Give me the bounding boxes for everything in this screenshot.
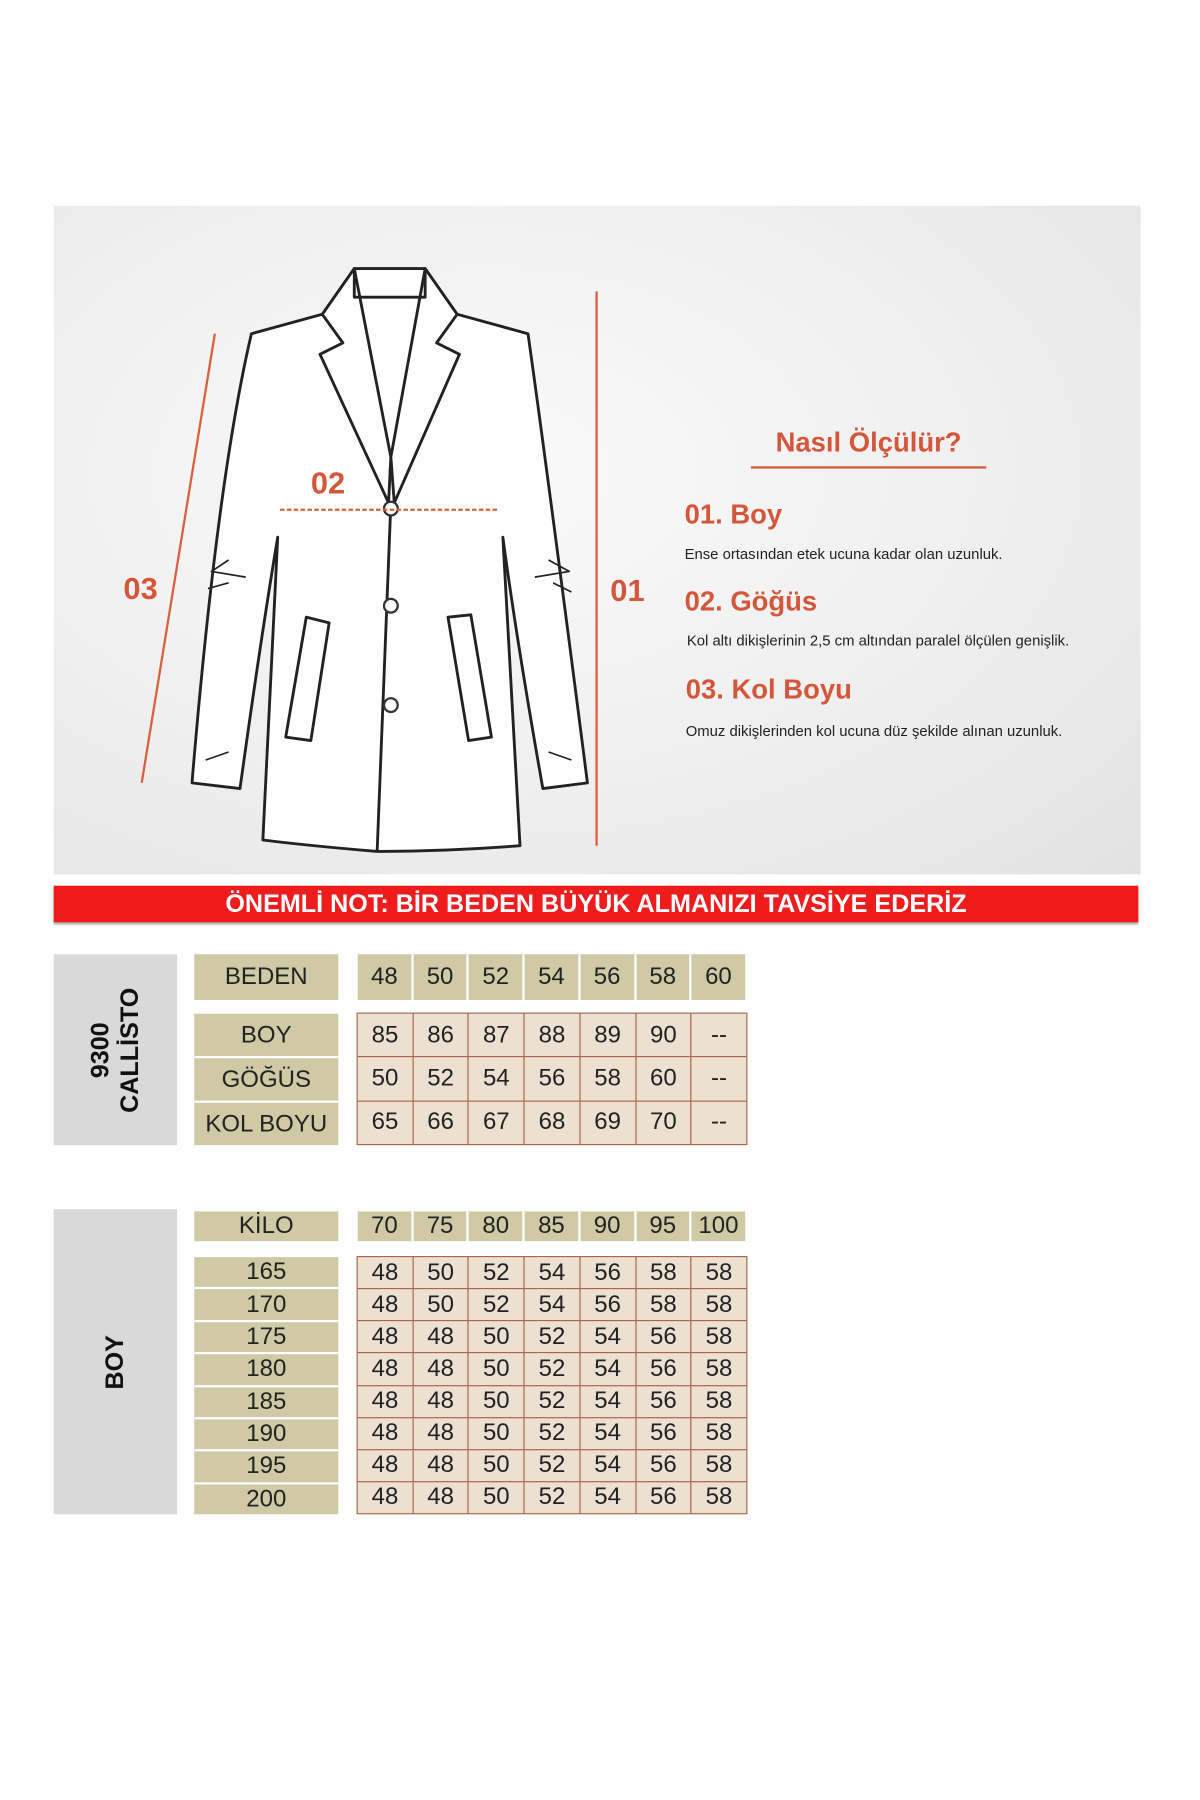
size-table-cell: 56: [524, 1056, 581, 1101]
step-title-boy: 01. Boy: [684, 499, 783, 531]
size-table-cell: 90: [635, 1013, 692, 1058]
size-table-cell: 66: [412, 1100, 469, 1145]
fit-table-cell: 58: [691, 1417, 748, 1450]
fit-table-cell: 54: [579, 1352, 636, 1385]
step-title-gogus: 02. Göğüs: [684, 586, 818, 618]
height-row-label: 170: [194, 1290, 338, 1322]
height-row-label: 190: [194, 1419, 338, 1451]
fit-table-cell: 48: [412, 1352, 469, 1385]
fit-table-cell: 52: [468, 1256, 525, 1289]
fit-table-cell: 48: [357, 1481, 414, 1514]
fit-table-cell: 48: [357, 1320, 414, 1353]
fit-table-cell: 56: [635, 1449, 692, 1482]
fit-table-cell: 48: [357, 1385, 414, 1418]
size-table-cell: 67: [468, 1100, 525, 1145]
fit-table-cell: 52: [524, 1449, 581, 1482]
size-header-cell: 50: [413, 954, 469, 1000]
fit-table-cell: 58: [691, 1449, 748, 1482]
fit-table-cell: 48: [412, 1320, 469, 1353]
size-table-cell: 52: [412, 1056, 469, 1101]
size-header-cell: 58: [636, 954, 692, 1000]
fit-table-cell: 48: [357, 1449, 414, 1482]
size-table-body: [358, 1014, 748, 1145]
fit-table-cell: 58: [691, 1352, 748, 1385]
fit-table-cell: 58: [635, 1288, 692, 1321]
important-note-banner: ÖNEMLİ NOT: BİR BEDEN BÜYÜK ALMANIZI TAVSİYE EDERİZ: [54, 886, 1139, 923]
fit-table-cell: 48: [357, 1352, 414, 1385]
fit-table-cell: 50: [468, 1417, 525, 1450]
button-icon: [384, 599, 398, 613]
fit-table-cell: 48: [412, 1449, 469, 1482]
size-table-cell: 50: [357, 1056, 414, 1101]
fit-table-cell: 56: [579, 1288, 636, 1321]
fit-table-cell: 52: [524, 1385, 581, 1418]
howto-title: Nasıl Ölçülür?: [775, 427, 962, 459]
height-row-label: 180: [194, 1354, 338, 1386]
button-icon: [384, 698, 398, 712]
size-row-labels: [194, 1014, 338, 1148]
size-header-cell: 54: [525, 954, 581, 1000]
size-table-cell: 68: [524, 1100, 581, 1145]
size-table-side-label: [54, 954, 177, 1145]
step-desc-boy: Ense ortasından etek ucuna kadar olan uzunluk.: [684, 545, 1003, 563]
height-row-label: 195: [194, 1452, 338, 1484]
size-table-cell: 54: [468, 1056, 525, 1101]
weight-header-cell: 80: [469, 1211, 525, 1241]
fit-table-cell: 58: [691, 1256, 748, 1289]
fit-table-cell: 58: [691, 1320, 748, 1353]
fit-table-cell: 56: [635, 1385, 692, 1418]
gogus-marker-label: 02: [310, 466, 346, 501]
height-row-labels: [194, 1257, 338, 1516]
size-table-cell: 88: [524, 1013, 581, 1058]
size-table-cell: 89: [579, 1013, 636, 1058]
fit-table-cell: 58: [691, 1481, 748, 1514]
fit-table-cell: 50: [468, 1320, 525, 1353]
size-table-cell: 58: [579, 1056, 636, 1101]
kol-boyu-marker-label: 03: [123, 571, 158, 606]
fit-table-cell: 48: [357, 1288, 414, 1321]
fit-table-cell: 50: [412, 1288, 469, 1321]
size-header-cell: 56: [580, 954, 636, 1000]
fit-table-cell: 48: [412, 1417, 469, 1450]
fit-table-cell: 54: [579, 1481, 636, 1514]
fit-table-cell: 50: [412, 1256, 469, 1289]
fit-table-cell: 50: [468, 1385, 525, 1418]
fit-table-cell: 48: [412, 1481, 469, 1514]
fit-table-side-label: [54, 1209, 177, 1514]
fit-table-cell: 54: [579, 1320, 636, 1353]
boy-marker-label: 01: [610, 573, 645, 608]
fit-table-cell: 54: [579, 1385, 636, 1418]
fit-table-cell: 58: [691, 1288, 748, 1321]
weight-header-label: KİLO: [194, 1211, 338, 1241]
size-header-cell: 60: [692, 954, 748, 1000]
height-row-label: 200: [194, 1484, 338, 1516]
step-desc-kol-boyu: Omuz dikişlerinden kol ucuna düz şekilde alınan uzunluk.: [685, 722, 1063, 740]
fit-table-cell: 50: [468, 1352, 525, 1385]
weight-header-cell: 85: [525, 1211, 581, 1241]
fit-table-cell: 54: [524, 1256, 581, 1289]
fit-table-cell: 56: [635, 1481, 692, 1514]
fit-table-cell: 52: [524, 1320, 581, 1353]
step-desc-gogus: Kol altı dikişlerinin 2,5 cm altından paralel ölçülen genişlik.: [686, 631, 1070, 650]
fit-table-body: [358, 1257, 748, 1514]
size-row-label: KOL BOYU: [194, 1103, 338, 1148]
howto-underline: [751, 466, 986, 468]
weight-header-cell: 95: [636, 1211, 692, 1241]
fit-table-cell: 56: [635, 1352, 692, 1385]
height-axis-label: BOY: [100, 1334, 130, 1389]
weight-header-cell: 90: [580, 1211, 636, 1241]
fit-table-cell: 52: [524, 1481, 581, 1514]
fit-table-cell: 54: [524, 1288, 581, 1321]
fit-table-cell: 56: [635, 1417, 692, 1450]
weight-header-row: [358, 1211, 748, 1241]
fit-table-cell: 54: [579, 1449, 636, 1482]
model-number: 9300: [85, 1021, 115, 1078]
fit-table-cell: 48: [357, 1417, 414, 1450]
fit-table-cell: 54: [579, 1417, 636, 1450]
size-table-cell: --: [691, 1013, 748, 1058]
fit-table-cell: 56: [579, 1256, 636, 1289]
size-table-cell: --: [691, 1100, 748, 1145]
height-row-label: 165: [194, 1257, 338, 1289]
height-row-label: 175: [194, 1322, 338, 1354]
model-name: CALLİSTO: [115, 987, 144, 1113]
size-header-cell: 48: [358, 954, 414, 1000]
weight-header-cell: 70: [358, 1211, 414, 1241]
fit-table-cell: 58: [691, 1385, 748, 1418]
step-title-kol-boyu: 03. Kol Boyu: [685, 674, 852, 706]
size-table-cell: 69: [579, 1100, 636, 1145]
size-row-label: BOY: [194, 1014, 338, 1059]
fit-table-cell: 52: [468, 1288, 525, 1321]
size-table-cell: 85: [357, 1013, 414, 1058]
size-table-cell: 87: [468, 1013, 525, 1058]
fit-table-cell: 48: [412, 1385, 469, 1418]
weight-header-cell: 75: [413, 1211, 469, 1241]
weight-header-cell: 100: [692, 1211, 748, 1241]
height-row-label: 185: [194, 1387, 338, 1419]
size-table-cell: 70: [635, 1100, 692, 1145]
size-header-cell: 52: [469, 954, 525, 1000]
size-table-cell: 86: [412, 1013, 469, 1058]
size-table-cell: 65: [357, 1100, 414, 1145]
size-table-cell: 60: [635, 1056, 692, 1101]
size-header-label: BEDEN: [194, 954, 338, 1000]
size-header-row: [358, 954, 748, 1000]
fit-table-cell: 50: [468, 1481, 525, 1514]
fit-table-cell: 52: [524, 1417, 581, 1450]
fit-table-cell: 56: [635, 1320, 692, 1353]
size-row-label: GÖĞÜS: [194, 1058, 338, 1103]
size-table-cell: --: [691, 1056, 748, 1101]
fit-table-cell: 48: [357, 1256, 414, 1289]
fit-table-cell: 52: [524, 1352, 581, 1385]
fit-table-cell: 58: [635, 1256, 692, 1289]
fit-table-cell: 50: [468, 1449, 525, 1482]
